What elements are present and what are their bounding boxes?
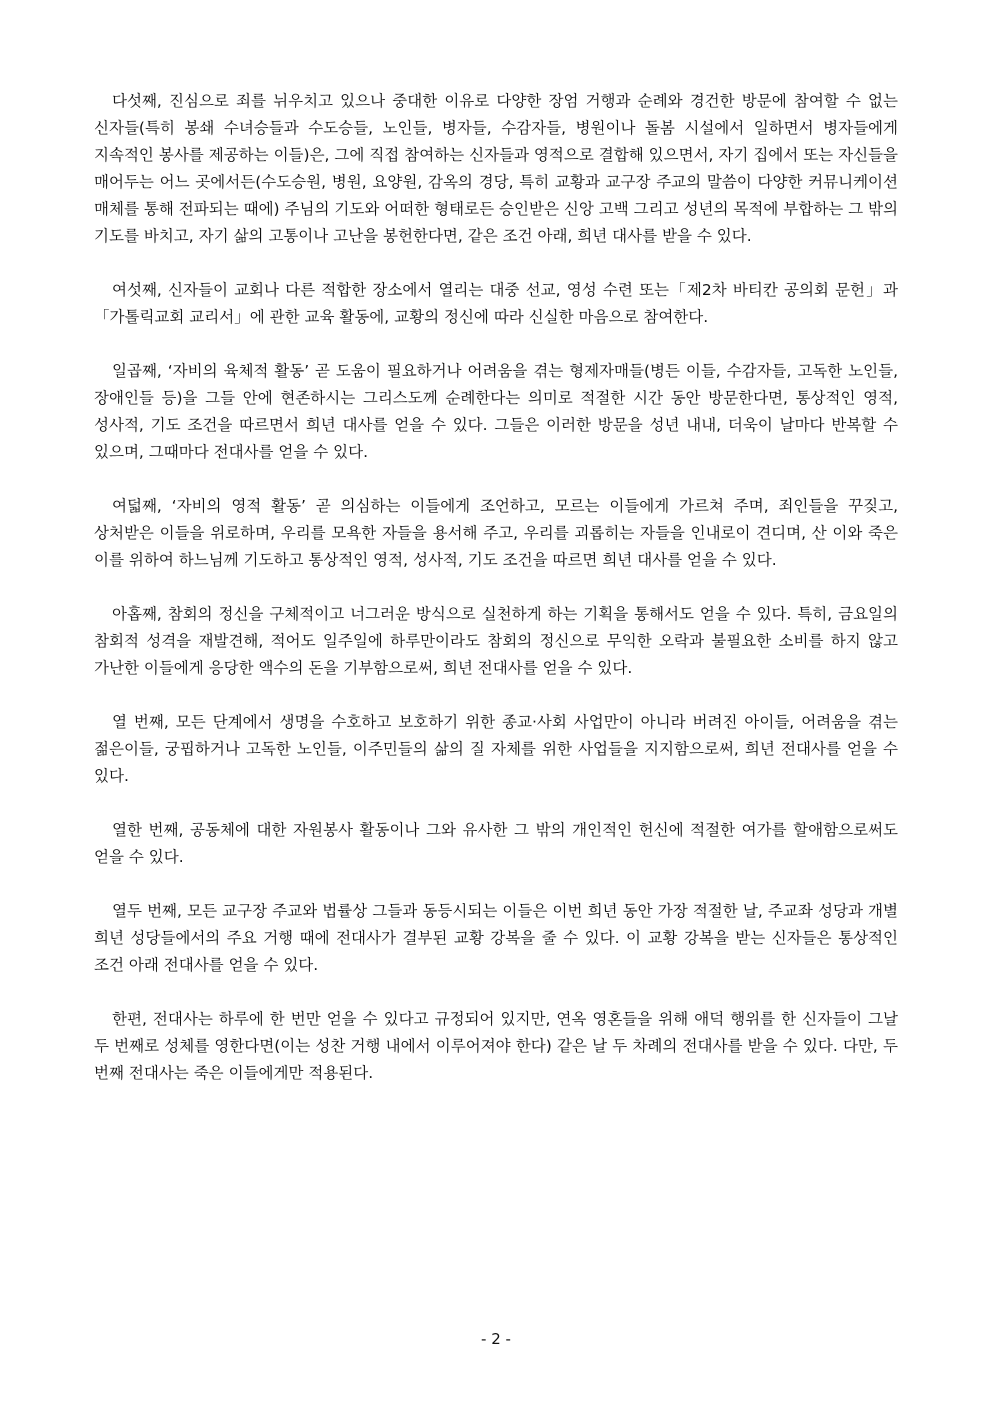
- document-body: [94, 88, 898, 1114]
- paragraph-tenth: 열 번째, 모든 단계에서 생명을 수호하고 보호하기 위한 종교·사회 사업만이 아니라 버려진 아이들, 어려움을 겪는 젊은이들, 궁핍하거나 고독한 노인들, 이주민들의 삶의 질 자체를 위한 사업들을 지지함으로써, 희년 전대사를 얻을 수 있다.: [94, 713, 898, 785]
- paragraph-eleventh: 열한 번째, 공동체에 대한 자원봉사 활동이나 그와 유사한 그 밖의 개인적인 헌신에 적절한 여가를 할애함으로써도 얻을 수 있다.: [94, 821, 898, 866]
- paragraph-ninth: 아홉째, 참회의 정신을 구체적이고 너그러운 방식으로 실천하게 하는 기획을 통해서도 얻을 수 있다. 특히, 금요일의 참회적 성격을 재발견해, 적어도 일주일에 하루만이라도 참회의 정신으로 무익한 오락과 불필요한 소비를 하지 않고 가난한 이들에게 응당한 액수의 돈을 기부함으로써, 희년 전대사를 얻을 수 있다.: [94, 605, 898, 677]
- paragraph-seventh: 일곱째, ‘자비의 육체적 활동’ 곧 도움이 필요하거나 어려움을 겪는 형제자매들(병든 이들, 수감자들, 고독한 노인들, 장애인들 등)을 그들 안에 현존하시는 그리스도께 순례한다는 의미로 적절한 시간 동안 방문한다면, 통상적인 영적, 성사적, 기도 조건을 따르면서 희년 대사를 얻을 수 있다. 그들은 이러한 방문을 성년 내내, 더욱이 날마다 반복할 수 있으며, 그때마다 전대사를 얻을 수 있다.: [94, 362, 898, 461]
- paragraph-fifth: 다섯째, 진심으로 죄를 뉘우치고 있으나 중대한 이유로 다양한 장엄 거행과 순례와 경건한 방문에 참여할 수 없는 신자들(특히 봉쇄 수녀승들과 수도승들, 노인들, 병자들, 수감자들, 병원이나 돌봄 시설에서 일하면서 병자들에게 지속적인 봉사를 제공하는 이들)은, 그에 직접 참여하는 신자들과 영적으로 결합해 있으면서, 자기 집에서 또는 자신들을 매어두는 어느 곳에서든(수도승원, 병원, 요양원, 감옥의 경당, 특히 교황과 교구장 주교의 말씀이 다양한 커뮤니케이션 매체를 통해 전파되는 때에) 주님의 기도와 어떠한 형태로든 승인받은 신앙 고백 그리고 성년의 목적에 부합하는 그 밖의 기도를 바치고, 자기 삶의 고통이나 고난을 봉헌한다면, 같은 조건 아래, 희년 대사를 받을 수 있다.: [94, 92, 898, 245]
- page-number: - 2 -: [481, 1330, 511, 1348]
- paragraph-eighth: 여덟째, ‘자비의 영적 활동’ 곧 의심하는 이들에게 조언하고, 모르는 이들에게 가르쳐 주며, 죄인들을 꾸짖고, 상처받은 이들을 위로하며, 우리를 모욕한 자들을 용서해 주고, 우리를 괴롭히는 자들을 인내로이 견디며, 산 이와 죽은 이를 위하여 하느님께 기도하고 통상적인 영적, 성사적, 기도 조건을 따르면 희년 대사를 얻을 수 있다.: [94, 497, 898, 569]
- paragraph-sixth: 여섯째, 신자들이 교회나 다른 적합한 장소에서 열리는 대중 선교, 영성 수련 또는「제2차 바티칸 공의회 문헌」과「가톨릭교회 교리서」에 관한 교육 활동에, 교황의 정신에 따라 신실한 마음으로 참여한다.: [94, 281, 898, 326]
- paragraph-twelfth: 열두 번째, 모든 교구장 주교와 법률상 그들과 동등시되는 이들은 이번 희년 동안 가장 적절한 날, 주교좌 성당과 개별 희년 성당들에서의 주요 거행 때에 전대사가 결부된 교황 강복을 줄 수 있다. 이 교황 강복을 받는 신자들은 통상적인 조건 아래 전대사를 얻을 수 있다.: [94, 902, 898, 974]
- paragraph-closing-note: 한편, 전대사는 하루에 한 번만 얻을 수 있다고 규정되어 있지만, 연옥 영혼들을 위해 애덕 행위를 한 신자들이 그날 두 번째로 성체를 영한다면(이는 성찬 거행 내에서 이루어져야 한다) 같은 날 두 차례의 전대사를 받을 수 있다. 다만, 두 번째 전대사는 죽은 이들에게만 적용된다.: [94, 1010, 898, 1082]
